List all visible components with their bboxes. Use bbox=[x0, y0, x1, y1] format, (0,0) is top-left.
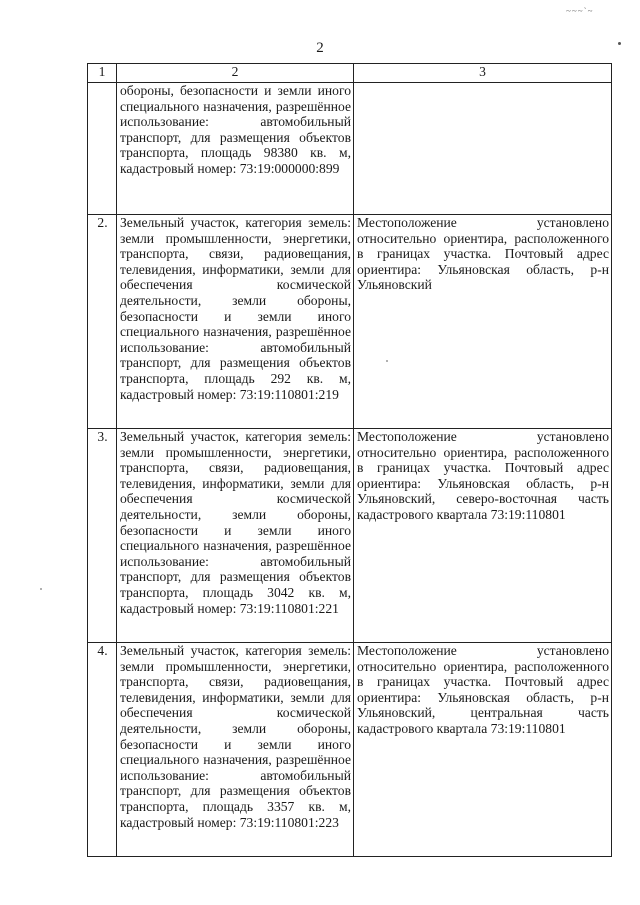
page-number: 2 bbox=[316, 40, 324, 56]
corner-scan-mark: ~~~`~ bbox=[566, 6, 594, 16]
plot-description bbox=[117, 215, 354, 429]
column-header-description: 2 bbox=[117, 64, 354, 83]
row-number: 3. bbox=[88, 429, 117, 643]
plot-location bbox=[354, 643, 612, 857]
plot-location-text: Местоположение установлено относительно ориентира, расположенного в границах участка. Почтовый адрес ориентира: Ульяновская область, р-н Ульяновский, северо-восточная часть кадастрового квартала 73:19:110801 bbox=[357, 429, 609, 522]
plot-description bbox=[117, 429, 354, 643]
plot-description-text: обороны, безопасности и земли иного специального назначения, разрешённое использование: автомобильный транспорт, для размещения объектов транспорта, площадь 98380 кв. м, кадастровый номер: 73:19:000000:899 bbox=[120, 83, 351, 176]
column-header-number: 1 bbox=[88, 64, 117, 83]
table-header-row bbox=[88, 64, 612, 83]
table-row bbox=[88, 643, 612, 857]
plot-description-text: Земельный участок, категория земель: земли промышленности, энергетики, транспорта, связи, радиовещания, телевидения, информатики, земли для обеспечения космической деятельности, земли обороны, безопасности и земли иного специального назначения, разрешённое использование: автомобильный транспорт, для размещения объектов транспорта, площадь 3357 кв. м, кадастровый номер: 73:19:110801:223 bbox=[120, 643, 351, 830]
land-plots-table bbox=[87, 63, 612, 857]
plot-description-text: Земельный участок, категория земель: земли промышленности, энергетики, транспорта, связи, радиовещания, телевидения, информатики, земли для обеспечения космической деятельности, земли обороны, безопасности и земли иного специального назначения, разрешённое использование: автомобильный транспорт, для размещения объектов транспорта, площадь 292 кв. м, кадастровый номер: 73:19:110801:219 bbox=[120, 215, 351, 402]
plot-location bbox=[354, 215, 612, 429]
table-row bbox=[88, 215, 612, 429]
plot-description bbox=[117, 643, 354, 857]
plot-description bbox=[117, 83, 354, 215]
table-row bbox=[88, 83, 612, 215]
row-number bbox=[88, 83, 117, 215]
row-number: 4. bbox=[88, 643, 117, 857]
scan-speck bbox=[40, 588, 42, 590]
table-row bbox=[88, 429, 612, 643]
plot-description-text: Земельный участок, категория земель: земли промышленности, энергетики, транспорта, связи, радиовещания, телевидения, информатики, земли для обеспечения космической деятельности, земли обороны, безопасности и земли иного специального назначения, разрешённое использование: автомобильный транспорт, для размещения объектов транспорта, площадь 3042 кв. м, кадастровый номер: 73:19:110801:221 bbox=[120, 429, 351, 616]
plot-location bbox=[354, 83, 612, 215]
row-number: 2. bbox=[88, 215, 117, 429]
plot-location bbox=[354, 429, 612, 643]
plot-location-text: Местоположение установлено относительно ориентира, расположенного в границах участка. Почтовый адрес ориентира: Ульяновская область, р-н Ульяновский, центральная часть кадастрового квартала 73:19:110801 bbox=[357, 643, 609, 736]
column-header-location: 3 bbox=[354, 64, 612, 83]
plot-location-text: Местоположение установлено относительно ориентира, расположенного в границах участка. Почтовый адрес ориентира: Ульяновская область, р-н Ульяновский bbox=[357, 215, 609, 293]
